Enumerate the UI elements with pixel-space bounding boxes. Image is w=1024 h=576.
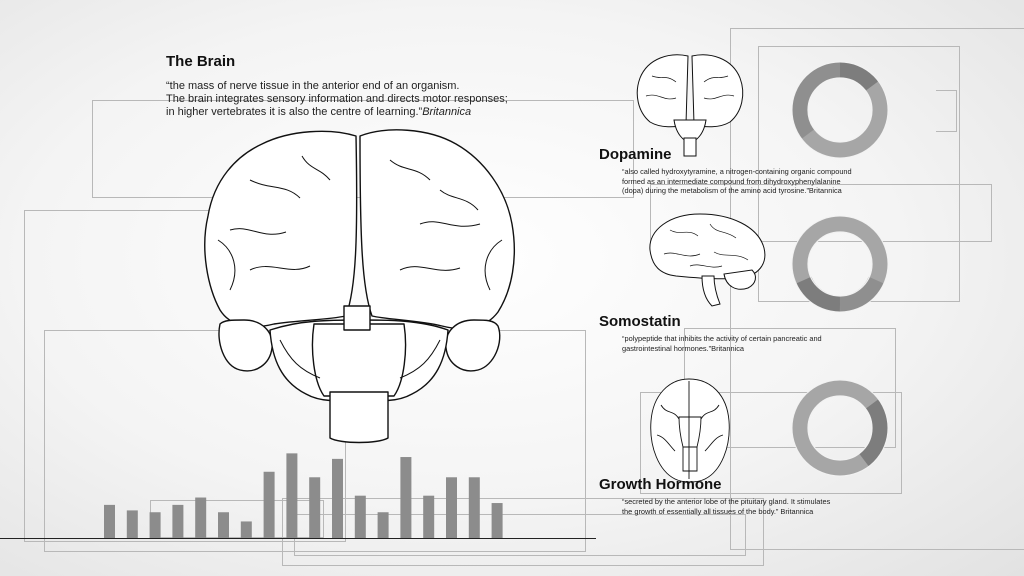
hud-frame [936,90,957,132]
growth-hormone-quote-line: “secreted by the anterior lobe of the pituitary gland. It stimulates [622,497,831,506]
left-hemisphere [205,131,357,326]
somostatin-ring-gauge [790,214,890,314]
chart-bar [172,505,183,538]
medulla [312,324,405,396]
chart-bar [400,457,411,538]
chart-bar [241,521,252,538]
chart-bar [264,472,275,538]
dopamine-quote-line: “also called hydroxytyramine, a nitrogen-containing organic compound [622,167,852,176]
right-cerebellum-lobe [446,320,500,371]
chart-bar [309,477,320,538]
brain-quote-source: Britannica [422,106,472,118]
somostatin-description [622,334,912,353]
chart-baseline [0,538,596,539]
brain-quote-line [166,106,546,119]
brain-illustration [190,120,530,460]
growth-hormone-quote-line: the growth of essentially all tissues of the body.” Britannica [622,506,814,516]
chart-bar [492,503,503,538]
left-cerebellum-lobe [219,320,272,371]
dopamine-quote-line: (dopa) during the metabolism of the amino acid tyrosine.”Britannica [622,186,842,196]
chart-bar [218,512,229,538]
dopamine-title: Dopamine [599,146,672,163]
chart-bar [127,510,138,538]
brain-side-view-illustration [640,210,770,310]
chart-bar [423,496,434,538]
brain-quote-text: in higher vertebrates it is also the centre of learning.” [166,106,423,118]
brain-description [166,80,546,119]
growth-hormone-title: Growth Hormone [599,476,722,493]
somostatin-quote-line: “polypeptide that inhibits the activity of certain pancreatic and [622,334,822,343]
chart-bar [195,498,206,538]
chart-bar [446,477,457,538]
chart-bar [378,512,389,538]
dopamine-description [622,167,912,196]
chart-bar [150,512,161,538]
growth-hormone-ring-gauge [790,378,890,478]
brain-bottom-view-illustration [645,375,735,485]
somostatin-quote-line: gastrointestinal hormones.”Britannica [622,343,745,353]
brain-quote-line: The brain integrates sensory information and directs motor responses; [166,93,508,105]
dopamine-quote-line: formed as an intermediate compound from dihydroxyphenylalanine [622,176,841,186]
brain-quote-line: “the mass of nerve tissue in the anterior end of an organism. [166,80,460,92]
chart-bar [355,496,366,538]
bar-chart [0,440,600,550]
chart-bar [286,453,297,538]
growth-hormone-description [622,497,912,516]
dopamine-ring-gauge [790,60,890,160]
somostatin-title: Somostatin [599,313,681,330]
chart-bar [469,477,480,538]
chart-bar [332,459,343,538]
chart-bar [104,505,115,538]
pituitary [344,306,370,330]
right-hemisphere [360,130,514,329]
spinal-cord [330,392,388,443]
brain-top-view-illustration [630,50,750,160]
brain-title: The Brain [166,53,236,70]
